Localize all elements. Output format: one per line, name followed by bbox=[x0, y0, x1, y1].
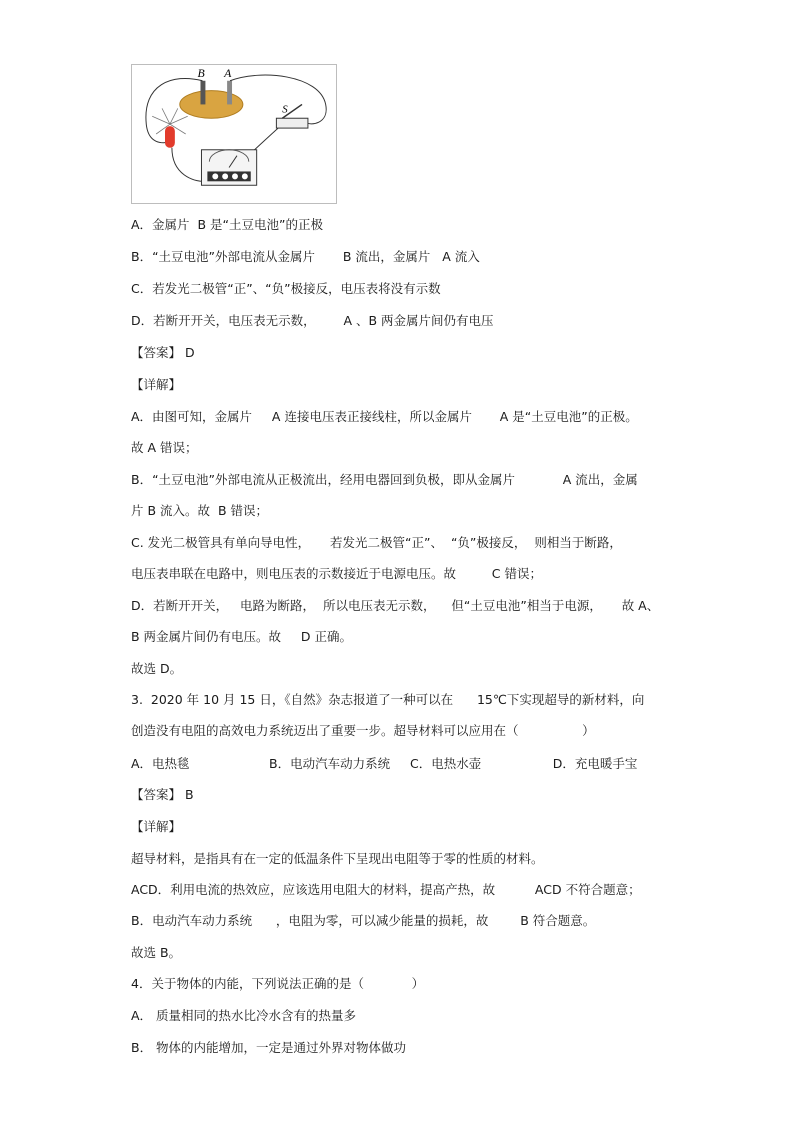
option-b: B．“土豆电池”外部电流从金属片 B 流出，金属片 A 流入 bbox=[131, 249, 480, 264]
explanation-line: B．电动汽车动力系统 ，电阻为零，可以减少能量的损耗，故 B 符合题意。 bbox=[131, 913, 596, 928]
option-d: D．若断开开关，电压表无示数， A 、B 两金属片间仍有电压 bbox=[131, 313, 494, 328]
label-b: B bbox=[197, 65, 205, 80]
explanation-label: 【详解】 bbox=[131, 377, 182, 392]
option-a: A．金属片 B 是“土豆电池”的正极 bbox=[131, 217, 323, 232]
wire-a-to-switch bbox=[230, 75, 326, 124]
option-c: C．若发光二极管“正”、“负”极接反，电压表将没有示数 bbox=[131, 281, 441, 296]
explanation-line: ACD．利用电流的热效应，应该选用电阻大的材料，提高产热，故 ACD 不符合题意； bbox=[131, 882, 641, 897]
explanation-line: B．“土豆电池”外部电流从正极流出，经用电器回到负极，即从金属片 A 流出，金属 bbox=[131, 472, 638, 487]
question-3-cont: 创造没有电阻的高效电力系统迈出了重要一步。超导材料可以应用在（ ） bbox=[131, 723, 595, 738]
explanation-line: 超导材料，是指具有在一定的低温条件下呈现出电阻等于零的性质的材料。 bbox=[131, 851, 544, 866]
voltmeter-icon bbox=[201, 150, 256, 185]
question-4-option-b: B． 物体的内能增加，一定是通过外界对物体做功 bbox=[131, 1040, 407, 1055]
explanation-line: D．若断开开关， 电路为断路， 所以电压表无示数， 但“土豆电池”相当于电源， 故 A、 bbox=[131, 598, 660, 613]
explanation-line: C. 发光二极管具有单向导电性， 若发光二极管“正”、 “负”极接反， 则相当于断路， bbox=[131, 535, 622, 550]
question-3: 3. 2020 年 10 月 15 日，《自然》杂志报道了一种可以在 15℃下实现超导的新材料，向 bbox=[131, 692, 645, 707]
answer-label: 【答案】 B bbox=[131, 787, 194, 802]
led-body bbox=[165, 126, 175, 148]
switch-base bbox=[276, 118, 308, 128]
question-4: 4．关于物体的内能，下列说法正确的是（ ） bbox=[131, 976, 425, 991]
label-a: A bbox=[224, 65, 232, 80]
explanation-line: A．由图可知，金属片 A 连接电压表正接线柱，所以金属片 A 是“土豆电池”的正极。 bbox=[131, 409, 638, 424]
potato-icon bbox=[180, 91, 243, 119]
circuit-figure bbox=[131, 64, 337, 204]
metal-plate-b bbox=[200, 81, 205, 105]
explanation-line: B 两金属片间仍有电压。故 D 正确。 bbox=[131, 629, 353, 644]
explanation-line: 故 A 错误； bbox=[131, 440, 198, 455]
explanation-line: 电压表串联在电路中，则电压表的示数接近于电源电压。故 C 错误； bbox=[131, 566, 542, 581]
potato-battery-circuit-diagram bbox=[132, 65, 336, 203]
conclusion: 故选 D。 bbox=[131, 661, 183, 676]
question-3-options: A．电热毯 B．电动汽车动力系统 C．电热水壶 D．充电暖手宝 bbox=[131, 756, 638, 771]
label-s: S bbox=[282, 103, 288, 116]
explanation-label: 【详解】 bbox=[131, 819, 182, 834]
metal-plate-a bbox=[227, 81, 232, 105]
explanation-line: 片 B 流入。故 B 错误； bbox=[131, 503, 269, 518]
question-4-option-a: A． 质量相同的热水比冷水含有的热量多 bbox=[131, 1008, 357, 1023]
conclusion: 故选 B。 bbox=[131, 945, 182, 960]
answer-label: 【答案】 D bbox=[131, 345, 195, 360]
